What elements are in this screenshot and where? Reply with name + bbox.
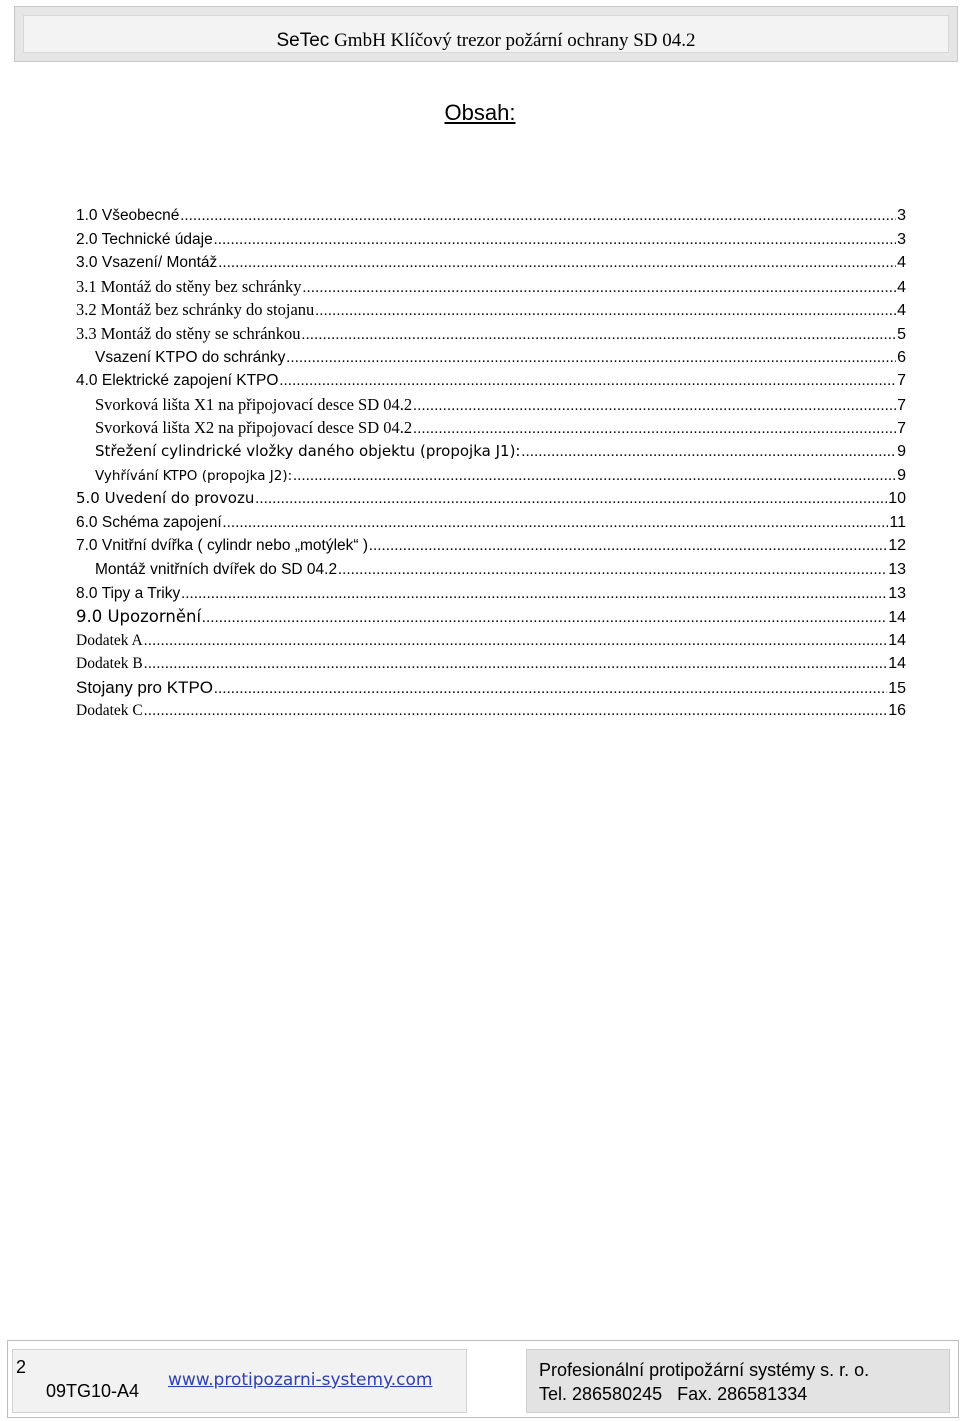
toc-leader-dots — [369, 535, 887, 558]
toc-entry-page: 16 — [888, 702, 906, 720]
toc-entry[interactable] — [76, 204, 906, 228]
page-header — [14, 6, 958, 62]
toc-entry[interactable] — [76, 464, 906, 488]
toc-entry[interactable] — [76, 369, 906, 393]
toc-entry[interactable] — [76, 251, 906, 275]
toc-leader-dots — [255, 488, 887, 511]
toc-entry-label: Vyhřívání KTPO (propojka J2): — [95, 467, 293, 484]
toc-leader-dots — [293, 465, 896, 488]
toc-entry-page: 11 — [889, 513, 906, 531]
toc-leader-dots — [180, 205, 896, 228]
toc-entry-page: 9 — [897, 442, 906, 460]
toc-leader-dots — [218, 252, 896, 275]
toc-entry-label: 3.3 Montáž do stěny se schránkou — [76, 323, 301, 343]
toc-entry[interactable] — [76, 605, 906, 629]
toc-leader-dots — [144, 653, 887, 676]
toc-leader-dots — [521, 441, 896, 464]
toc-entry[interactable] — [76, 298, 906, 322]
toc-entry-page: 4 — [897, 302, 906, 320]
toc-leader-dots — [338, 559, 887, 582]
toc-entry[interactable] — [76, 416, 906, 440]
toc-entry[interactable] — [76, 393, 906, 417]
toc-entry-label: Svorková lišta X1 na připojovací desce SD 04.2 — [95, 394, 413, 414]
toc-leader-dots — [302, 324, 897, 346]
toc-entry-page: 13 — [888, 584, 906, 602]
toc-entry-page: 14 — [888, 655, 906, 673]
toc-entry-page: 14 — [888, 609, 906, 627]
toc-entry-page: 9 — [897, 466, 906, 484]
toc-entry-label: 3.0 Vsazení/ Montáž — [76, 254, 218, 272]
toc-entry[interactable] — [76, 322, 906, 346]
toc-entry-label: 3.2 Montáž bez schránky do stojanu — [76, 300, 315, 320]
toc-entry-page: 12 — [888, 537, 906, 555]
toc-leader-dots — [223, 512, 889, 535]
toc-entry-label: Stojany pro KTPO — [76, 677, 214, 697]
toc-entry[interactable] — [76, 582, 906, 606]
toc-entry[interactable] — [76, 652, 906, 676]
toc-entry-label: 5.0 Uvedení do provozu — [76, 489, 255, 508]
toc-entry[interactable] — [76, 629, 906, 653]
toc-entry-page: 6 — [897, 348, 906, 366]
toc-entry-page: 15 — [888, 679, 906, 697]
toc-entry-label: Dodatek B — [76, 655, 143, 673]
toc-entry-page: 7 — [897, 372, 906, 390]
toc-entry-label: 6.0 Schéma zapojení — [76, 513, 222, 531]
toc-leader-dots — [144, 700, 887, 723]
page-number: 2 — [16, 1357, 27, 1377]
toc-entry-page: 3 — [897, 207, 906, 224]
toc-entry-label: 8.0 Tipy a Triky — [76, 584, 181, 602]
toc-entry-page: 4 — [897, 278, 906, 296]
toc-entry[interactable] — [76, 440, 906, 464]
toc-entry[interactable] — [76, 676, 906, 700]
toc-leader-dots — [144, 630, 887, 653]
header-brand: SeTec — [276, 30, 330, 51]
toc-leader-dots — [413, 418, 896, 440]
toc-entry-label: 9.0 Upozornění — [76, 607, 202, 627]
toc-entry-label: Dodatek C — [76, 702, 143, 720]
toc-entry[interactable] — [76, 228, 906, 252]
document-code: 09TG10-A4 — [46, 1381, 140, 1401]
toc-leader-dots — [302, 277, 896, 299]
toc-leader-dots — [214, 229, 896, 252]
toc-leader-dots — [279, 370, 896, 393]
toc-entry-page: 5 — [897, 325, 906, 343]
toc-entry[interactable] — [76, 558, 906, 582]
toc-entry-label: Vsazení KTPO do schránky — [95, 348, 286, 366]
toc-leader-dots — [214, 678, 887, 700]
contact-line: Tel. 286580245 Fax. 286581334 — [539, 1384, 808, 1404]
toc-entry-label: 2.0 Technické údaje — [76, 230, 213, 248]
toc-entry-page: 13 — [888, 560, 906, 578]
toc-entry-page: 7 — [897, 420, 906, 438]
toc-entry-page: 3 — [897, 230, 906, 248]
toc-entry-label: Střežení cylindrické vložky daného objektu (propojka J1): — [95, 441, 521, 460]
toc-entry-label: Montáž vnitřních dvířek do SD 04.2 — [95, 560, 338, 578]
header-box — [23, 15, 949, 53]
toc-entry[interactable] — [76, 346, 906, 370]
company-name: Profesionální protipožární systémy s. r. o. — [539, 1360, 870, 1380]
toc-leader-dots — [181, 583, 887, 606]
toc-entry-label: 7.0 Vnitřní dvířka ( cylindr nebo „motýlek“ ) — [76, 537, 369, 555]
toc-leader-dots — [315, 300, 896, 322]
toc-entry-label: 1.0 Všeobecné — [76, 207, 180, 224]
toc-entry-page: 4 — [897, 254, 906, 272]
toc-entry[interactable] — [76, 275, 906, 299]
toc-entry[interactable] — [76, 699, 906, 723]
toc-entry-page: 7 — [897, 396, 906, 414]
toc-entry[interactable] — [76, 511, 906, 535]
header-title: GmbH Klíčový trezor požární ochrany SD 04.2 — [334, 30, 696, 51]
website-link[interactable]: www.protipozarni-systemy.com — [168, 1370, 433, 1390]
toc-entry-label: Dodatek A — [76, 631, 143, 649]
toc-leader-dots — [286, 347, 896, 370]
toc-entry[interactable] — [76, 534, 906, 558]
toc-leader-dots — [413, 395, 896, 417]
toc-leader-dots — [202, 607, 887, 629]
toc-entry-label: 4.0 Elektrické zapojení KTPO — [76, 372, 279, 390]
toc-entry[interactable] — [76, 487, 906, 511]
toc-entry-page: 14 — [888, 631, 906, 649]
toc-entry-page: 10 — [888, 490, 906, 508]
page-footer — [7, 1340, 959, 1418]
header-text — [24, 30, 948, 52]
page-title: Obsah: — [444, 100, 516, 125]
toc-entry-label: Svorková lišta X2 na připojovací desce SD 04.2 — [95, 418, 413, 438]
toc-entry-label: 3.1 Montáž do stěny bez schránky — [76, 276, 302, 296]
table-of-contents — [76, 204, 906, 723]
footer-right-box — [526, 1349, 950, 1413]
